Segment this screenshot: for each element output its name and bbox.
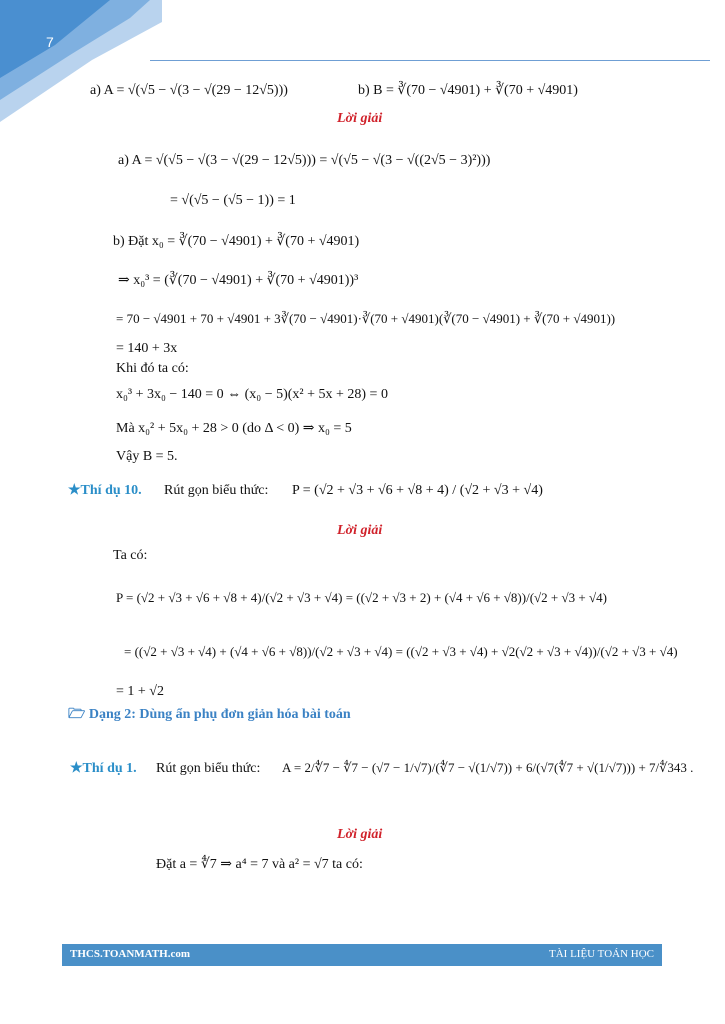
example10-expr: P = (√2 + √3 + √6 + √8 + 4) / (√2 + √3 + √4) — [292, 483, 543, 498]
footer-bar — [62, 944, 662, 966]
problem-b: b) B = ∛(70 − √4901) + ∛(70 + √4901) — [358, 83, 578, 98]
footer-title: TÀI LIỆU TOÁN HỌC — [549, 948, 654, 960]
example10-line3: = 1 + √2 — [116, 684, 164, 699]
example10-label: ★Thí dụ 10. — [68, 483, 142, 498]
example10-line1: P = (√2 + √3 + √6 + √8 + 4)/(√2 + √3 + √4) = ((√2 + √3 + 2) + (√4 + √6 + √8))/(√2 + √3 + √4) — [116, 590, 607, 605]
sol-b-line3: = 70 − √4901 + 70 + √4901 + 3∛(70 − √4901)·∛(70 + √4901)(∛(70 − √4901) + ∛(70 + √4901)) — [116, 311, 616, 326]
header-rule — [150, 60, 710, 61]
example1-expr: A = 2/∜7 − ∜7 − (√7 − 1/√7)/(∜7 − √(1/√7)) + 6/(√7(∜7 + √(1/√7))) + 7/∜343 . — [282, 760, 694, 775]
sol-b-line1: b) Đặt x₀ = ∛(70 − √4901) + ∛(70 + √4901) — [113, 234, 360, 249]
example10-prompt: Rút gọn biểu thức: — [164, 483, 269, 498]
sol-a-line2: = √(√5 − (√5 − 1)) = 1 — [170, 193, 296, 208]
problem-a: a) A = √(√5 − √(3 − √(29 − 12√5))) — [90, 83, 288, 98]
example1-setup: Đặt a = ∜7 ⇒ a⁴ = 7 và a² = √7 ta có: — [156, 857, 363, 872]
corner-decoration — [0, 0, 170, 125]
solution-label-3: Lời giải — [337, 827, 383, 842]
sol-b-line7: Mà x₀² + 5x₀ + 28 > 0 (do Δ < 0) ⇒ x₀ = 5 — [116, 421, 352, 436]
example10-intro: Ta có: — [113, 548, 148, 563]
sol-b-line6: x₀³ + 3x₀ − 140 = 0 ⇔ (x₀ − 5)(x² + 5x + 28) = 0 — [116, 387, 388, 402]
sol-b-line4: = 140 + 3x — [116, 341, 178, 356]
sol-b-line5: Khi đó ta có: — [116, 361, 189, 376]
sol-b-line2: ⇒ x₀³ = (∛(70 − √4901) + ∛(70 + √4901))³ — [118, 273, 359, 288]
example1-prompt: Rút gọn biểu thức: — [156, 761, 261, 776]
footer-site-link[interactable]: THCS.TOANMATH.com — [70, 948, 190, 960]
example1-label: ★Thí dụ 1. — [70, 761, 137, 776]
example10-line2: = ((√2 + √3 + √4) + (√4 + √6 + √8))/(√2 + √3 + √4) = ((√2 + √3 + √4) + √2(√2 + √3 + √4))/(√2 + √3 + √4) — [124, 644, 678, 659]
solution-label-1: Lời giải — [337, 111, 383, 126]
sol-a-line1: a) A = √(√5 − √(3 − √(29 − 12√5))) = √(√5 − √(3 − √((2√5 − 3)²))) — [118, 153, 491, 168]
solution-label-2: Lời giải — [337, 523, 383, 538]
sol-b-line8: Vậy B = 5. — [116, 449, 178, 464]
section2-title — [68, 706, 351, 724]
folder-icon: 🗁 — [68, 707, 89, 722]
page-number: 7 — [46, 34, 54, 50]
section2-title-text: Dạng 2: Dùng ẩn phụ đơn giản hóa bài toán — [88, 707, 351, 722]
